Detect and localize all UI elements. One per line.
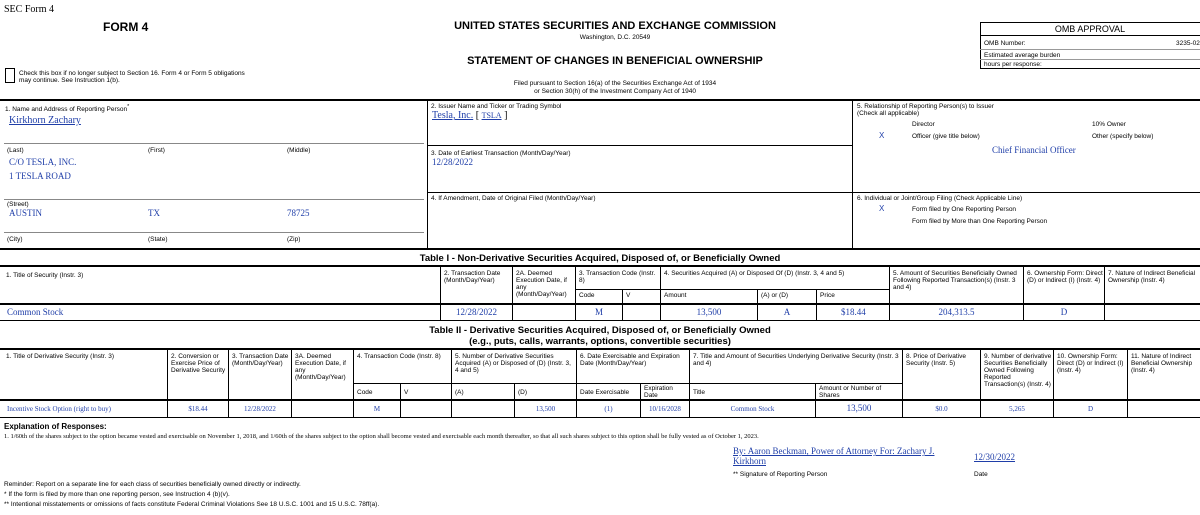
- more-reporting-persons-label: Form filed by More than One Reporting Person: [912, 218, 1048, 225]
- box2-label: 2. Issuer Name and Ticker or Trading Symbol: [431, 103, 562, 110]
- ticker-link[interactable]: TSLA: [481, 111, 502, 120]
- t1-col-code-header: 3. Transaction Code (Instr. 8): [579, 270, 656, 284]
- box6-label: 6. Individual or Joint/Group Filing (Check Applicable Line): [857, 195, 1023, 202]
- box5-label2: (Check all applicable): [857, 110, 920, 117]
- filed-pursuant-line2: or Section 30(h) of the Investment Company Act of 1940: [534, 88, 696, 95]
- t2-title-subheader: Title: [693, 389, 706, 396]
- explanation-title: Explanation of Responses:: [4, 422, 107, 431]
- first-label: (First): [148, 147, 165, 154]
- t2-col-owned-header: 9. Number of derivative Securities Beneficially Owned Following Reported Transaction(s) (Instr. 4): [984, 353, 1052, 388]
- middle-label: (Middle): [287, 147, 311, 154]
- reminder-text: Reminder: Report on a separate line for each class of securities beneficially owned directly or indirectly.: [4, 481, 301, 488]
- date-label: Date: [974, 471, 988, 478]
- t1-col-title-header: 1. Title of Security (Instr. 3): [6, 272, 84, 279]
- form-title: FORM 4: [103, 20, 149, 34]
- city-label: (City): [7, 236, 23, 243]
- t1-amount-subheader: Amount: [664, 292, 687, 299]
- commission-title: UNITED STATES SECURITIES AND EXCHANGE COMMISSION: [454, 20, 776, 32]
- t2-col-title-header: 1. Title of Derivative Security (Instr. 3): [6, 353, 115, 360]
- t1-row-date: 12/28/2022: [455, 307, 497, 317]
- t2-code-subheader: Code: [357, 389, 373, 396]
- t1-row-code: M: [594, 307, 603, 317]
- issuer-name-link[interactable]: Tesla, Inc.: [432, 110, 474, 121]
- t2-col-exercisable-header: 6. Date Exercisable and Expiration Date (Month/Day/Year): [580, 353, 680, 367]
- city-value: AUSTIN: [9, 208, 42, 218]
- sec-form-label: SEC Form 4: [4, 4, 55, 15]
- t1-row-price: $18.44: [841, 307, 866, 317]
- t1-price-subheader: Price: [820, 292, 835, 299]
- omb-approval-title: OMB APPROVAL: [1054, 24, 1126, 34]
- officer-title: Chief Financial Officer: [992, 145, 1076, 155]
- address-line1: C/O TESLA, INC.: [9, 157, 77, 167]
- burden-label: Estimated average burden: [984, 52, 1061, 59]
- explanation-note1: 1. 1/60th of the shares subject to the option became vested and exercisable on November 1, 2018, and 1/60th of the shares subject to the option shall become vested and exercisable each month thereafter, so that all such shares subject to this option shall be fully vested as of October 1, 2023.: [4, 433, 759, 440]
- table1-title: Table I - Non-Derivative Securities Acquired, Disposed of, or Beneficially Owned: [419, 253, 781, 264]
- t2-row-title: Incentive Stock Option (right to buy): [7, 405, 112, 413]
- t2-v-subheader: V: [404, 389, 409, 396]
- t2-row-expiration: 10/16/2028: [649, 405, 681, 413]
- t2-row-price: $18.44: [188, 405, 208, 413]
- t2-row-underlying-title: Common Stock: [730, 405, 775, 413]
- t1-col-acquired-header: 4. Securities Acquired (A) or Disposed Of (D) (Instr. 3, 4 and 5): [664, 270, 845, 277]
- street-label: (Street): [7, 201, 29, 208]
- t2-col-code-header: 4. Transaction Code (Instr. 8): [357, 353, 441, 360]
- hours-label: hours per response:: [984, 61, 1042, 68]
- one-reporting-person-label: Form filed by One Reporting Person: [912, 206, 1017, 213]
- t2-amount-subheader: Amount or Number of Shares: [819, 385, 882, 399]
- t2-row-underlying-amount: 13,500: [846, 403, 872, 413]
- t2-exercisable-subheader: Date Exercisable: [580, 389, 630, 396]
- zip-value: 78725: [287, 208, 310, 218]
- t1-row-title: Common Stock: [7, 307, 64, 317]
- section16-checkbox[interactable]: [5, 68, 15, 83]
- t2-row-exercisable: (1): [604, 405, 613, 413]
- box3-label: 3. Date of Earliest Transaction (Month/Day/Year): [431, 150, 571, 157]
- ten-percent-owner-label: 10% Owner: [1092, 121, 1126, 128]
- t2-row-disposed: 13,500: [535, 405, 556, 413]
- footnote-star: * If the form is filed by more than one reporting person, see Instruction 4 (b)(v).: [4, 491, 230, 498]
- t1-col-date-header: 2. Transaction Date (Month/Day/Year): [444, 270, 501, 284]
- signature-link[interactable]: By: Aaron Beckman, Power of Attorney For: Zachary J. Kirkhorn: [733, 446, 935, 466]
- t2-col-form-header: 10. Ownership Form: Direct (D) or Indirect (I) (Instr. 4): [1057, 353, 1124, 374]
- earliest-transaction-date: 12/28/2022: [432, 157, 474, 167]
- t1-v-subheader: V: [626, 292, 631, 299]
- box5-label1: 5. Relationship of Reporting Person(s) to Issuer: [857, 103, 994, 110]
- t2-d-subheader: (D): [518, 389, 528, 396]
- t2-row-owned: 5,265: [1009, 405, 1025, 413]
- t2-expiration-subheader: Expiration Date: [644, 385, 673, 399]
- address-line2: 1 TESLA ROAD: [9, 171, 71, 181]
- filed-pursuant-line1: Filed pursuant to Section 16(a) of the Securities Exchange Act of 1934: [513, 80, 717, 87]
- commission-location: Washington, D.C. 20549: [579, 34, 651, 41]
- signature-label: ** Signature of Reporting Person: [733, 471, 828, 478]
- t1-col-deemed-header: 2A. Deemed Execution Date, if any (Month/Day/Year): [516, 270, 567, 298]
- zip-label: (Zip): [287, 236, 301, 243]
- box1-label: 1. Name and Address of Reporting Person*: [5, 104, 130, 114]
- t1-col-form-header: 6. Ownership Form: Direct (D) or Indirect (I) (Instr. 4): [1027, 270, 1103, 284]
- statement-title: STATEMENT OF CHANGES IN BENEFICIAL OWNERSHIP: [467, 55, 763, 67]
- table2-subtitle: (e.g., puts, calls, warrants, options, convertible securities): [469, 336, 731, 347]
- officer-label: Officer (give title below): [912, 133, 980, 140]
- issuer-row: Tesla, Inc. [ TSLA ]: [432, 110, 508, 121]
- other-label: Other (specify below): [1092, 133, 1154, 140]
- section16-text-line2: may continue. See Instruction 1(b).: [19, 77, 120, 84]
- one-reporting-check-mark: X: [879, 204, 885, 213]
- t1-col-nature-header: 7. Nature of Indirect Beneficial Ownership (Instr. 4): [1108, 270, 1196, 284]
- box4-label: 4. If Amendment, Date of Original Filed (Month/Day/Year): [431, 195, 596, 202]
- t1-row-aord: A: [783, 307, 791, 317]
- t2-col-underlying-header: 7. Title and Amount of Securities Underlying Derivative Security (Instr. 3 and 4): [693, 353, 899, 367]
- t2-col-nature-header: 11. Nature of Indirect Beneficial Ownership (Instr. 4): [1131, 353, 1193, 374]
- t2-col-date-header: 3. Transaction Date (Month/Day/Year): [232, 353, 289, 367]
- signature-date[interactable]: 12/30/2022: [974, 452, 1016, 462]
- t1-col-owned-header: 5. Amount of Securities Beneficially Owned Following Reported Transaction(s) (Instr. 3 and 4): [893, 270, 1017, 291]
- footnote-double-star: ** Intentional misstatements or omissions of facts constitute Federal Criminal Violations See 18 U.S.C. 1001 and 15 U.S.C. 78ff(a).: [4, 501, 380, 508]
- t2-row-date: 12/28/2022: [244, 405, 276, 413]
- omb-number-label: OMB Number:: [984, 40, 1026, 47]
- t2-a-subheader: (A): [455, 389, 464, 396]
- t2-row-form: D: [1087, 405, 1094, 413]
- t2-row-code: M: [373, 405, 381, 413]
- t2-col-number-header: 5. Number of Derivative Securities Acquired (A) or Disposed of (D) (Instr. 3, 4 and 5): [455, 353, 571, 374]
- officer-check-mark: X: [879, 131, 885, 140]
- director-label: Director: [912, 121, 935, 128]
- reporting-person-name-link[interactable]: Kirkhorn Zachary: [9, 115, 81, 126]
- table2-title: Table II - Derivative Securities Acquired, Disposed of, or Beneficially Owned: [429, 325, 771, 336]
- t1-row-form: D: [1060, 307, 1068, 317]
- state-label: (State): [148, 236, 168, 243]
- last-label: (Last): [7, 147, 24, 154]
- state-value: TX: [148, 208, 160, 218]
- t2-col-price-header: 8. Price of Derivative Security (Instr. 5): [906, 353, 966, 367]
- t2-col-deemed-header: 3A. Deemed Execution Date, if any (Month/Day/Year): [295, 353, 346, 381]
- t2-col-conversion-header: 2. Conversion or Exercise Price of Derivative Security: [171, 353, 226, 374]
- t1-code-subheader: Code: [579, 292, 595, 299]
- omb-number: 3235-02: [1176, 40, 1200, 47]
- t1-row-amount: 13,500: [696, 307, 722, 317]
- t1-row-owned: 204,313.5: [938, 307, 975, 317]
- t2-row-deriv-price: $0.0: [935, 405, 948, 413]
- t1-aord-subheader: (A) or (D): [761, 292, 789, 299]
- section16-text-line1: Check this box if no longer subject to Section 16. Form 4 or Form 5 obligations: [19, 70, 245, 77]
